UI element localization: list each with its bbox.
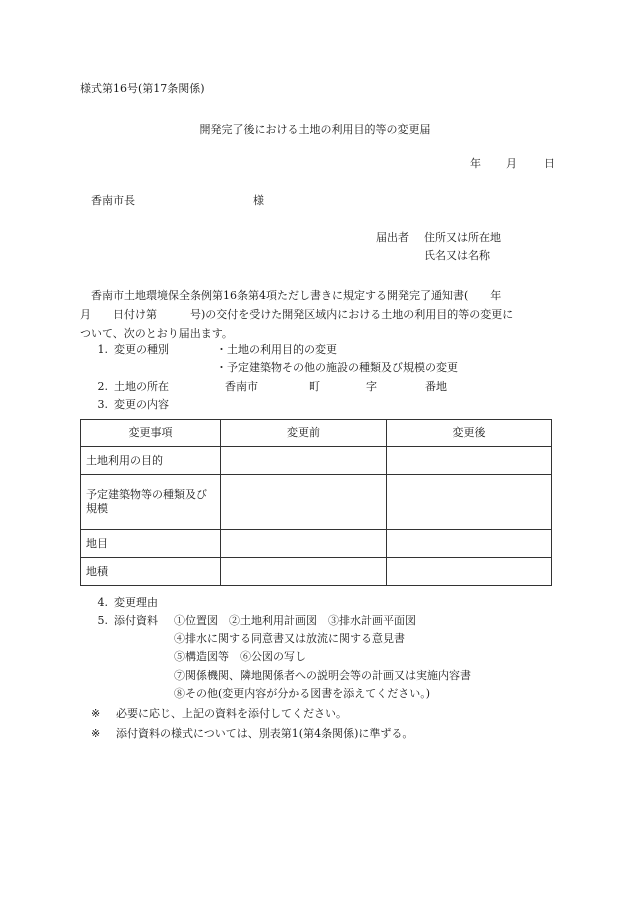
row-label: 土地利用の目的: [81, 447, 221, 475]
item-label: 変更理由: [114, 596, 158, 609]
item-label: 添付資料: [114, 614, 158, 627]
item-number: 3.: [97, 398, 108, 411]
item-change-kind: [80, 343, 169, 357]
date-month-label: 月: [506, 157, 517, 170]
item-label: 変更の種別: [114, 343, 169, 356]
cell-after[interactable]: [387, 530, 552, 558]
body-line: ついて、次のとおり届出ます。: [80, 327, 233, 340]
attachment-line: ⑧その他(変更内容が分かる図書を添えてください。): [174, 687, 431, 700]
date-year-label: 年: [470, 157, 481, 170]
cell-after[interactable]: [387, 447, 552, 475]
item-number: 2.: [97, 380, 108, 393]
form-number: 様式第16号(第17条関係): [80, 82, 205, 95]
location-city: 香南市: [225, 380, 258, 393]
recipient-honorific: 様: [253, 194, 264, 207]
location-town: 町: [309, 380, 320, 393]
table-header-row: [81, 420, 552, 447]
recipient-name: 香南市長: [91, 194, 135, 207]
item-label: 変更の内容: [114, 398, 169, 411]
header-after: 変更後: [387, 420, 552, 447]
attachment-line: ⑤構造図等 ⑥公図の写し: [174, 650, 306, 663]
note-text: 必要に応じ、上記の資料を添付してください。: [116, 707, 347, 720]
cell-before[interactable]: [221, 475, 387, 530]
body-line: 月 日付け第 号)の交付を受けた開発区域内における土地の利用目的等の変更に: [80, 308, 514, 321]
table-row: [81, 530, 552, 558]
item-number: 1.: [97, 343, 108, 356]
item-number: 5.: [97, 614, 108, 627]
date-day-label: 日: [544, 157, 555, 170]
item-land-location: [80, 380, 169, 394]
item-change-content: [80, 398, 169, 412]
body-line: 香南市土地環境保全条例第16条第4項ただし書きに規定する開発完了通知書( 年: [91, 289, 502, 302]
note-mark: ※: [91, 727, 101, 740]
location-banchi: 番地: [425, 380, 447, 393]
header-before: 変更前: [221, 420, 387, 447]
attachment-line: ④排水に関する同意書又は放流に関する意見書: [174, 632, 405, 645]
table-row: [81, 558, 552, 586]
attachment-line: ①位置図 ②土地利用計画図 ③排水計画平面図: [174, 614, 416, 627]
row-label: 地積: [81, 558, 221, 586]
applicant-name-label: 氏名又は名称: [424, 249, 490, 262]
table-row: [81, 475, 552, 530]
kind-option: ・予定建築物その他の施設の種類及び規模の変更: [216, 361, 458, 374]
cell-before[interactable]: [221, 447, 387, 475]
date-line: [470, 157, 555, 171]
cell-before[interactable]: [221, 558, 387, 586]
document-title: 開発完了後における土地の利用目的等の変更届: [199, 123, 431, 136]
attachment-line: ⑦関係機関、隣地関係者への説明会等の計画又は実施内容書: [174, 669, 471, 682]
cell-after[interactable]: [387, 558, 552, 586]
cell-before[interactable]: [221, 530, 387, 558]
cell-after[interactable]: [387, 475, 552, 530]
body-paragraph: [80, 286, 558, 343]
location-aza: 字: [366, 380, 377, 393]
applicant-label: 届出者: [376, 231, 409, 244]
change-table: [80, 419, 552, 586]
item-label: 土地の所在: [114, 380, 169, 393]
item-change-reason: [80, 596, 158, 610]
applicant-address-label: 住所又は所在地: [424, 231, 501, 244]
table-row: [81, 447, 552, 475]
kind-option: ・土地の利用目的の変更: [216, 343, 337, 356]
item-attachments: [80, 614, 158, 628]
note-mark: ※: [91, 707, 101, 720]
item-number: 4.: [97, 596, 108, 609]
note-text: 添付資料の様式については、別表第1(第4条関係)に準ずる。: [116, 727, 414, 740]
row-label: 予定建築物等の種類及び規模: [81, 475, 221, 530]
header-change-item: 変更事項: [81, 420, 221, 447]
row-label: 地目: [81, 530, 221, 558]
